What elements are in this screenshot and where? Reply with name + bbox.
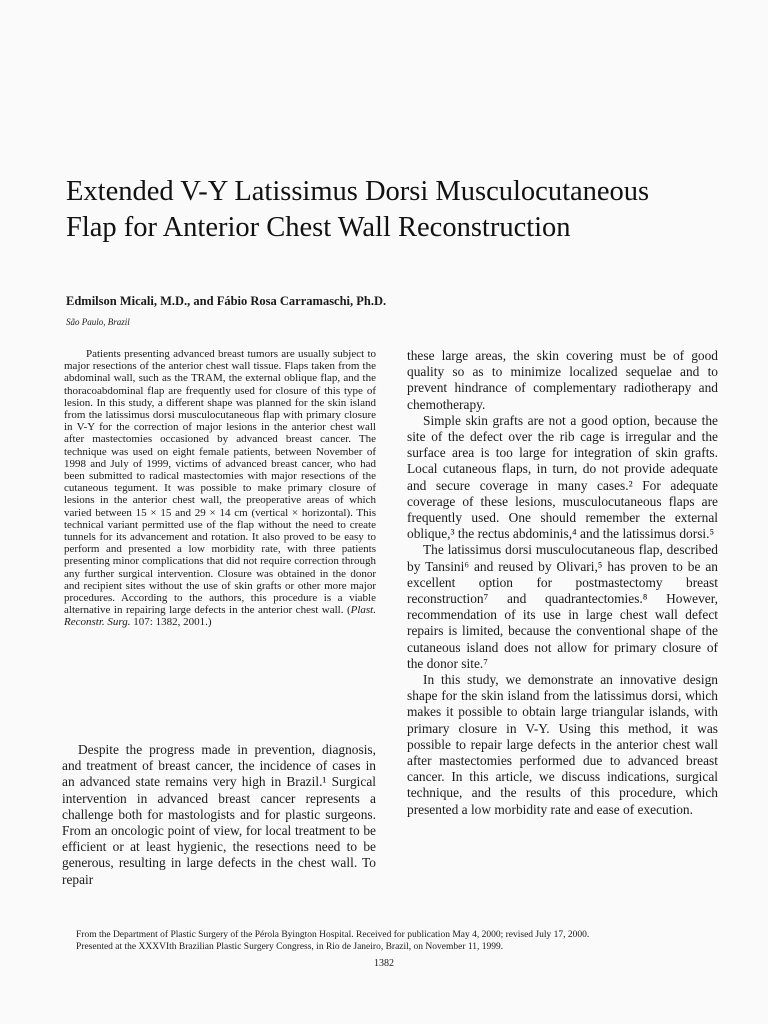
footnote-line: From the Department of Plastic Surgery of the Pérola Byington Hospital. Received for publication May 4, 2000; revised July 17, 2000. [76,930,590,940]
footnote [76,930,716,953]
body-paragraph: Despite the progress made in prevention, diagnosis, and treatment of breast cancer, the incidence of cases in an advanced state remains very high in Brazil.¹ Surgical intervention in advanced breast cancer represents a challenge both for mastologists and for plastic surgeons. From an oncologic point of view, for local treatment to be efficient or at least hygienic, the resections need to be generous, resulting in large defects in the chest wall. To repair [62,742,376,887]
author-affiliation: São Paulo, Brazil [66,317,130,327]
article-title: Extended V-Y Latissimus Dorsi Musculocutaneous Flap for Anterior Chest Wall Reconstruction [66,176,650,243]
abstract-citation-open: ( [346,604,351,617]
abstract-citation-details: 107: 1382, 2001.) [130,616,212,629]
body-column-right [407,348,718,818]
body-column-left [62,742,376,888]
body-paragraph: The latissimus dorsi musculocutaneous flap, described by Tansini⁶ and reused by Olivari,⁵ has proven to be an excellent option for postmastectomy breast reconstruction⁷ and quadrantectomies.⁸ However, recommendation of its use in large chest wall defect repairs is limited, because the conventional shape of the cutaneous island does not allow for primary closure of the donor site.⁷ [407,542,718,671]
abstract [64,348,376,629]
abstract-text: Patients presenting advanced breast tumors are usually subject to major resections of the anterior chest wall tissue. Flaps taken from the abdominal wall, such as the TRAM, the external oblique flap, and the thoracoabdominal flap are frequently used for closure of this type of lesion. In this study, a different shape was planned for the skin island from the latissimus dorsi musculocutaneous flap with primary closure in V-Y for the correction of major lesions in the anterior chest wall after mastectomies occasioned by advanced breast cancer. The technique was used on eight female patients, between November of 1998 and July of 1999, victims of advanced breast cancer, who had been submitted to radical mastectomies with major resections of the cutaneous tegument. It was possible to make primary closure of lesions in the anterior chest wall, the preoperative areas of which varied between 15 × 15 and 29 × 14 cm (vertical × horizontal). This technical variant permitted use of the flap without the need to create tunnels for its advancement and rotation. It also proved to be easy to perform and presented a low morbidity rate, with three patients presenting minor complications that did not require correction through any further surgical intervention. Closure was obtained in the donor and recipient sites without the use of skin grafts or other more major procedures. According to the authors, this procedure is a viable alternative in repairing large defects in the anterior chest wall. [64,348,376,617]
body-paragraph: these large areas, the skin covering must be of good quality so as to minimize localized sequelae and to prevent hindrance of complementary radiotherapy and chemotherapy. [407,348,718,412]
page-number: 1382 [374,958,394,969]
footnote-line: Presented at the XXXVIth Brazilian Plastic Surgery Congress, in Rio de Janeiro, Brazil, on November 11, 1999. [76,941,504,952]
body-paragraph: In this study, we demonstrate an innovative design shape for the skin island from the latissimus dorsi, which makes it possible to obtain large triangular islands, with primary closure in V-Y. Using this method, it was possible to repair large defects in the anterior chest wall after mastectomies performed due to advanced breast cancer. In this article, we discuss indications, surgical technique, and the results of this procedure, which presented a low morbidity rate and ease of execution. [407,672,718,817]
body-paragraph: Simple skin grafts are not a good option, because the site of the defect over the rib cage is irregular and the surface area is too large for integration of skin grafts. Local cutaneous flaps, in turn, do not provide adequate and secure coverage in many cases.² For adequate coverage of these lesions, musculocutaneous flaps are frequently used. One should remember the external oblique,³ the rectus abdominis,⁴ and the latissimus dorsi.⁵ [407,412,718,542]
author-list: Edmilson Micali, M.D., and Fábio Rosa Carramaschi, Ph.D. [66,294,387,308]
abstract-citation-journal: Plast. Reconstr. Surg. [64,604,376,629]
